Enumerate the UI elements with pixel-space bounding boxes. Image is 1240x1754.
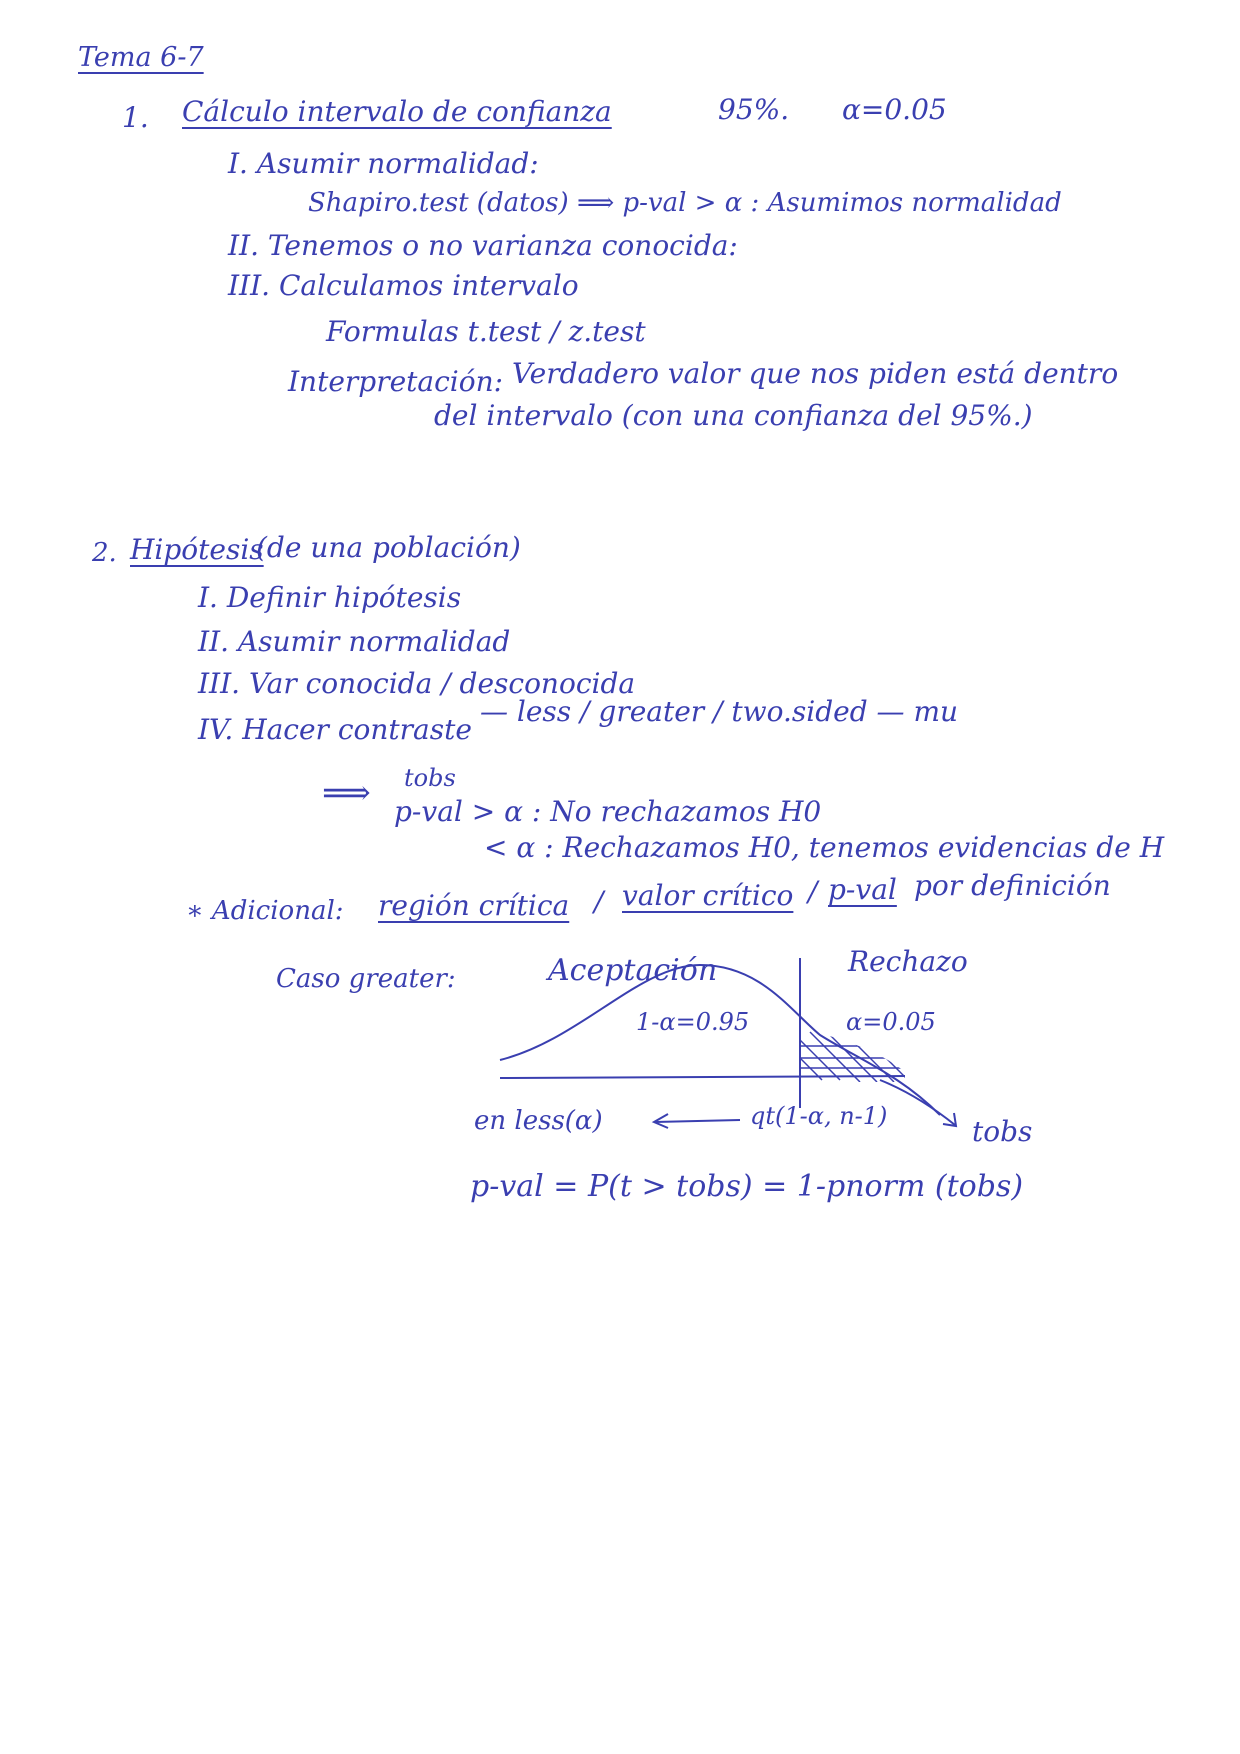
tobs-label: tobs <box>404 764 456 792</box>
section1-interp-line2: del intervalo (con una confianza del 95%.) <box>434 399 1033 432</box>
section1-number: 1. <box>122 101 149 134</box>
alpha-right-label: α=0.05 <box>846 1008 936 1036</box>
x-axis <box>500 1076 905 1078</box>
section2-step3: III. Var conocida / desconocida <box>198 667 636 700</box>
page-title: Tema 6-7 <box>78 42 204 73</box>
pval-definition-suffix: por definición <box>914 869 1111 902</box>
pval-formula: p-val = P(t > tobs) = 1-pnorm (tobs) <box>470 1169 1024 1204</box>
pval-less-line: < α : Rechazamos H0, tenemos evidencias de H <box>484 831 1165 864</box>
density-curve <box>500 965 940 1115</box>
section1-interp-line1: Verdadero valor que nos piden está dentro <box>512 357 1119 390</box>
section2-heading-suffix: (de una población) <box>256 531 521 564</box>
rejection-label: Rechazo <box>848 945 968 978</box>
pval-greater-line: p-val > α : No rechazamos H0 <box>394 795 822 828</box>
left-arrow <box>655 1120 740 1122</box>
section1-step1: I. Asumir normalidad: <box>228 147 539 180</box>
case-greater-label: Caso greater: <box>276 964 456 994</box>
section1-interp-label: Interpretación: <box>288 365 504 398</box>
section2-step1: I. Definir hipótesis <box>198 581 462 614</box>
critical-value: valor crítico <box>622 879 794 912</box>
separator-2: / <box>808 875 818 908</box>
section2-step2: II. Asumir normalidad <box>198 625 511 658</box>
qt-label: qt(1-α, n-1) <box>750 1102 888 1130</box>
critical-region: región crítica <box>378 889 570 922</box>
additional-label: ∗ Adicional: <box>186 896 344 926</box>
section1-confidence: 95%. <box>718 93 790 126</box>
separator-1: / <box>594 885 604 918</box>
section1-step2: II. Tenemos o no varianza conocida: <box>228 229 738 262</box>
section1-heading: Cálculo intervalo de confianza <box>182 95 612 128</box>
section1-step1-detail: Shapiro.test (datos) ⟹ p-val > α : Asumimos normalidad <box>308 188 1062 218</box>
tobs-arrow <box>880 1080 955 1125</box>
pval-definition: p-val <box>828 873 897 906</box>
section2-step4: IV. Hacer contraste <box>198 713 472 746</box>
section1-step3: III. Calculamos intervalo <box>228 269 579 302</box>
section2-step4-detail: — less / greater / two.sided — mu <box>480 695 959 728</box>
acceptance-label: Aceptación <box>548 953 718 988</box>
section1-alpha: α=0.05 <box>842 93 947 126</box>
section2-number: 2. <box>92 538 117 568</box>
tobs-axis-label: tobs <box>972 1115 1033 1148</box>
section1-formulas: Formulas t.test / z.test <box>326 315 646 348</box>
one-minus-alpha-label: 1-α=0.95 <box>636 1008 750 1036</box>
section2-heading: Hipótesis <box>130 533 264 566</box>
left-tail-label: en less(α) <box>474 1106 603 1136</box>
implies-arrow: ⟹ <box>322 773 371 813</box>
